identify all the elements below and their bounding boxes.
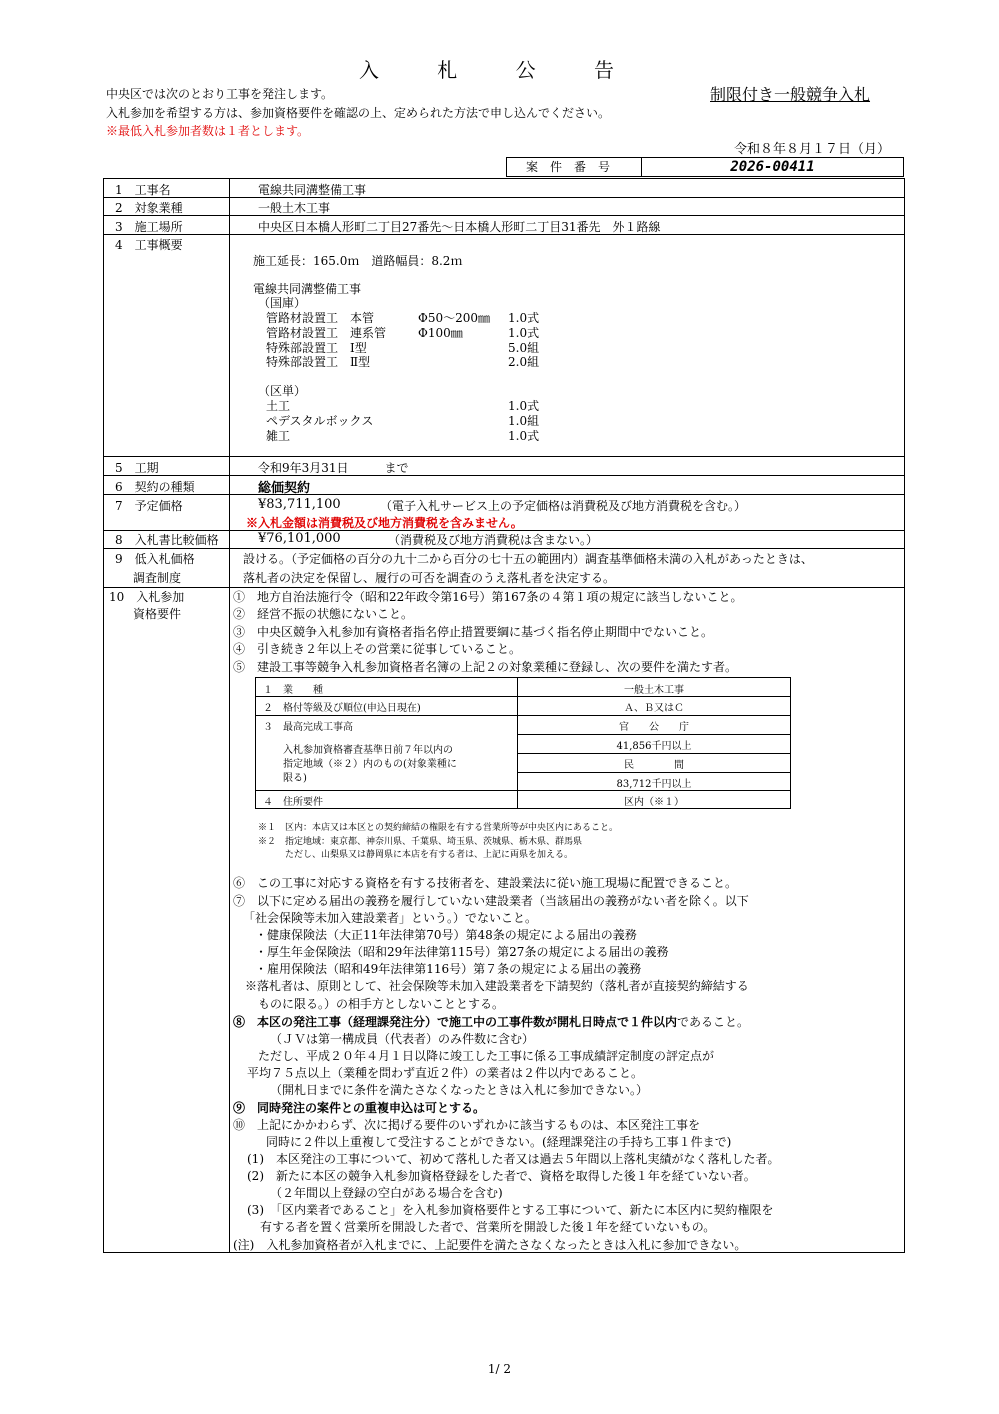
case-number-label: 案件番号	[507, 158, 642, 176]
requirement: ⑩ 上記にかかわらず、次に掲げる要件のいずれかに該当するものは、本区発注工事を	[233, 1118, 701, 1132]
requirement-8	[233, 1013, 749, 1030]
requirement: (2) 新たに本区の競争入札参加資格登録をした者で、資格を取得した後１年を経ていない者。	[247, 1169, 756, 1183]
requirement: ③ 中央区競争入札参加有資格者指名停止措置要綱に基づく指名停止期間中でないこと。	[233, 625, 714, 639]
work-group-2: （区単）	[258, 384, 307, 398]
page-title: 入 札 公 告	[358, 58, 641, 82]
row-9-label: 9 低入札価格	[115, 552, 195, 566]
work-item: 土工	[266, 399, 291, 413]
contract-type: 総価契約	[258, 481, 311, 496]
row-1-label: 1 工事名	[115, 183, 171, 197]
requirement: (3) 「区内業者であること」を入札参加資格要件とする工事について、新たに本区内に契約権限を	[247, 1203, 774, 1217]
requirement-8-bold: ⑧ 本区の発注工事（経理課発注分）で施工中の工事件数が開札日時点で１件以内	[233, 1015, 678, 1029]
work-item-qty: 2.0組	[508, 355, 540, 369]
work-item-qty: 1.0式	[508, 311, 540, 325]
construction-period: 令和9年3月31日 まで	[258, 461, 409, 475]
qual-rank-value: Ａ、Ｂ又はＣ	[624, 703, 684, 714]
requirement: ② 経営不振の状態にないこと。	[233, 607, 414, 621]
requirement: 同時に２件以上重複して受注することができない。(経理課発注の手持ち工事１件まで)	[266, 1135, 732, 1149]
requirement-8-tail: であること。	[677, 1015, 750, 1029]
work-item-spec: Φ100㎜	[418, 326, 463, 340]
requirement: ものに限る。）の相手方としないこととする。	[258, 997, 505, 1011]
comparison-price-note: （消費税及び地方消費税は含まない。）	[388, 533, 599, 547]
work-item: 管路材設置工 連系管	[266, 326, 387, 340]
intro-line-1: 中央区では次のとおり工事を発注します。	[106, 87, 334, 101]
requirement: 「社会保険等未加入建設業者」という。）でないこと。	[243, 911, 538, 925]
page-number: 1/ 2	[487, 1362, 512, 1376]
work-group-1: （国庫）	[258, 296, 307, 310]
work-item: 雑工	[266, 429, 291, 443]
qual-private-label: 民 間	[624, 760, 684, 771]
qual-industry-value: 一般土木工事	[624, 685, 684, 696]
requirement: ⑥ この工事に対応する資格を有する技術者を、建設業法に従い施工現場に配置できること。	[233, 876, 738, 890]
requirement: ・健康保険法（大正11年法律第70号）第48条の規定による届出の義務	[255, 928, 637, 942]
qual-address-value: 区内（※１）	[624, 797, 684, 808]
footnote: ただし、山梨県又は静岡県に本店を有する者は、上記に両県を加える。	[258, 850, 574, 860]
low-bid-line-1: 設ける。（予定価格の百分の九十二から百分の七十五の範囲内）調査基準価格未満の入札があったときは、	[243, 552, 813, 566]
row-2-label: 2 対象業種	[115, 201, 183, 215]
requirement-9: ⑨ 同時発注の案件との重複申込は可とする。	[233, 1101, 486, 1115]
work-item: 特殊部設置工 Ⅰ型	[266, 341, 367, 355]
requirement: ただし、平成２０年４月１日以降に竣工した工事に係る工事成績評定制度の評定点が	[258, 1049, 715, 1063]
bid-type: 制限付き一般競争入札	[710, 85, 871, 104]
work-item-qty: 1.0組	[508, 414, 540, 428]
requirement: 有する者を置く営業所を開設した者で、営業所を開設した後１年を経ていないもの。	[260, 1220, 716, 1234]
qual-record-desc: 指定地域（※２）内のもの(対象業種に	[283, 759, 457, 770]
qual-address-label: ４ 住所要件	[263, 797, 323, 808]
footnote: ※１ 区内：本店又は本区との契約締結の権限を有する営業所等が中央区内にあること。	[258, 823, 619, 833]
qual-record-label: ３ 最高完成工事高	[263, 722, 353, 733]
qual-industry-label: １ 業 種	[263, 685, 323, 696]
requirement: ① 地方自治法施行令（昭和22年政令第16号）第167条の４第１項の規定に該当しないこと。	[233, 590, 743, 604]
requirement: ・厚生年金保険法（昭和29年法律第115号）第27条の規定による届出の義務	[255, 945, 669, 959]
intro-line-3: ※最低入札参加者数は１者とします。	[106, 124, 310, 138]
estimated-price: ¥83,711,100	[258, 497, 341, 512]
row-3-label: 3 施工場所	[115, 220, 183, 234]
qual-record-desc: 入札参加資格審査基準日前７年以内の	[283, 745, 453, 756]
row-8-label: 8 入札書比較価格	[115, 533, 219, 547]
qual-record-desc: 限る)	[283, 773, 307, 784]
work-item-qty: 1.0式	[508, 429, 540, 443]
requirement: (1) 本区発注の工事について、初めて落札した者又は過去５年間以上落札実績がなく落札した者。	[247, 1152, 780, 1166]
work-item: 特殊部設置工 Ⅱ型	[266, 355, 371, 369]
row-4-label: 4 工事概要	[115, 238, 183, 252]
requirement: 平均７５点以上（業種を問わず直近２件）の業者は２件以内であること。	[247, 1066, 644, 1080]
footnote: ※２ 指定地域：東京都、神奈川県、千葉県、埼玉県、茨城県、栃木県、群馬県	[258, 837, 583, 847]
qual-rank-label: ２ 格付等級及び順位(申込日現在)	[263, 703, 421, 714]
price-warning: ※入札金額は消費税及び地方消費税を含みません。	[246, 516, 523, 530]
requirement: ④ 引き続き２年以上その営業に従事していること。	[233, 642, 522, 656]
requirement: （開札日までに条件を満たさなくなったときは入札に参加できない。）	[270, 1083, 649, 1097]
work-item-qty: 5.0組	[508, 341, 540, 355]
row-9-label-2: 調査制度	[133, 571, 182, 585]
qual-gov-value: 41,856千円以上	[616, 741, 692, 752]
qual-private-value: 83,712千円以上	[616, 779, 692, 790]
requirement: ⑦ 以下に定める届出の義務を履行していない建設業者（当該届出の義務がない者を除く。以下	[233, 894, 749, 908]
work-item-qty: 1.0式	[508, 399, 540, 413]
row-7-label: 7 予定価格	[115, 499, 183, 513]
qual-gov-label: 官 公 庁	[619, 722, 689, 733]
row-6-label: 6 契約の種類	[115, 480, 195, 494]
case-number: 2026-00411	[730, 159, 815, 175]
work-item: 管路材設置工 本管	[266, 311, 375, 325]
row-10-label: 10 入札参加	[109, 590, 185, 604]
requirement-note: (注) 入札参加資格者が入札までに、上記要件を満たさなくなったときは入札に参加できない。	[233, 1238, 747, 1252]
work-item-qty: 1.0式	[508, 326, 540, 340]
low-bid-line-2: 落札者の決定を保留し、履行の可否を調査のうえ落札者を決定する。	[243, 571, 616, 585]
project-name: 電線共同溝整備工事	[258, 183, 367, 197]
row-5-label: 5 工期	[115, 461, 159, 475]
requirement: ・雇用保険法（昭和49年法律第116号）第７条の規定による届出の義務	[255, 962, 642, 976]
row-10-label-2: 資格要件	[133, 607, 182, 621]
comparison-price: ¥76,101,000	[258, 531, 341, 546]
estimated-price-note: （電子入札サービス上の予定価格は消費税及び地方消費税を含む。）	[380, 499, 747, 513]
work-heading: 電線共同溝整備工事	[253, 282, 362, 296]
intro-line-2: 入札参加を希望する方は、参加資格要件を確認の上、定められた方法で申し込んでください。	[106, 106, 611, 120]
target-industry: 一般土木工事	[258, 201, 331, 215]
requirement: （ＪＶは第一構成員（代表者）のみ件数に含む）	[270, 1032, 535, 1046]
requirement: （２年間以上登録の空白がある場合を含む)	[270, 1186, 503, 1200]
work-item: ペデスタルボックス	[266, 414, 374, 428]
requirement: ※落札者は、原則として、社会保険等未加入建設業者を下請契約（落札者が直接契約締結する	[245, 979, 749, 993]
notice-date: 令和８年８月１７日（月）	[733, 142, 890, 157]
work-item-spec: Φ50～200㎜	[418, 311, 491, 325]
requirement: ⑤ 建設工事等競争入札参加資格者名簿の上記２の対象業種に登録し、次の要件を満たす者。	[233, 660, 738, 674]
case-number-box	[506, 157, 904, 177]
work-summary: 施工延長：165.0ｍ 道路幅員：8.2ｍ	[253, 254, 463, 268]
construction-site: 中央区日本橋人形町二丁目27番先～日本橋人形町二丁目31番先 外１路線	[258, 220, 661, 234]
